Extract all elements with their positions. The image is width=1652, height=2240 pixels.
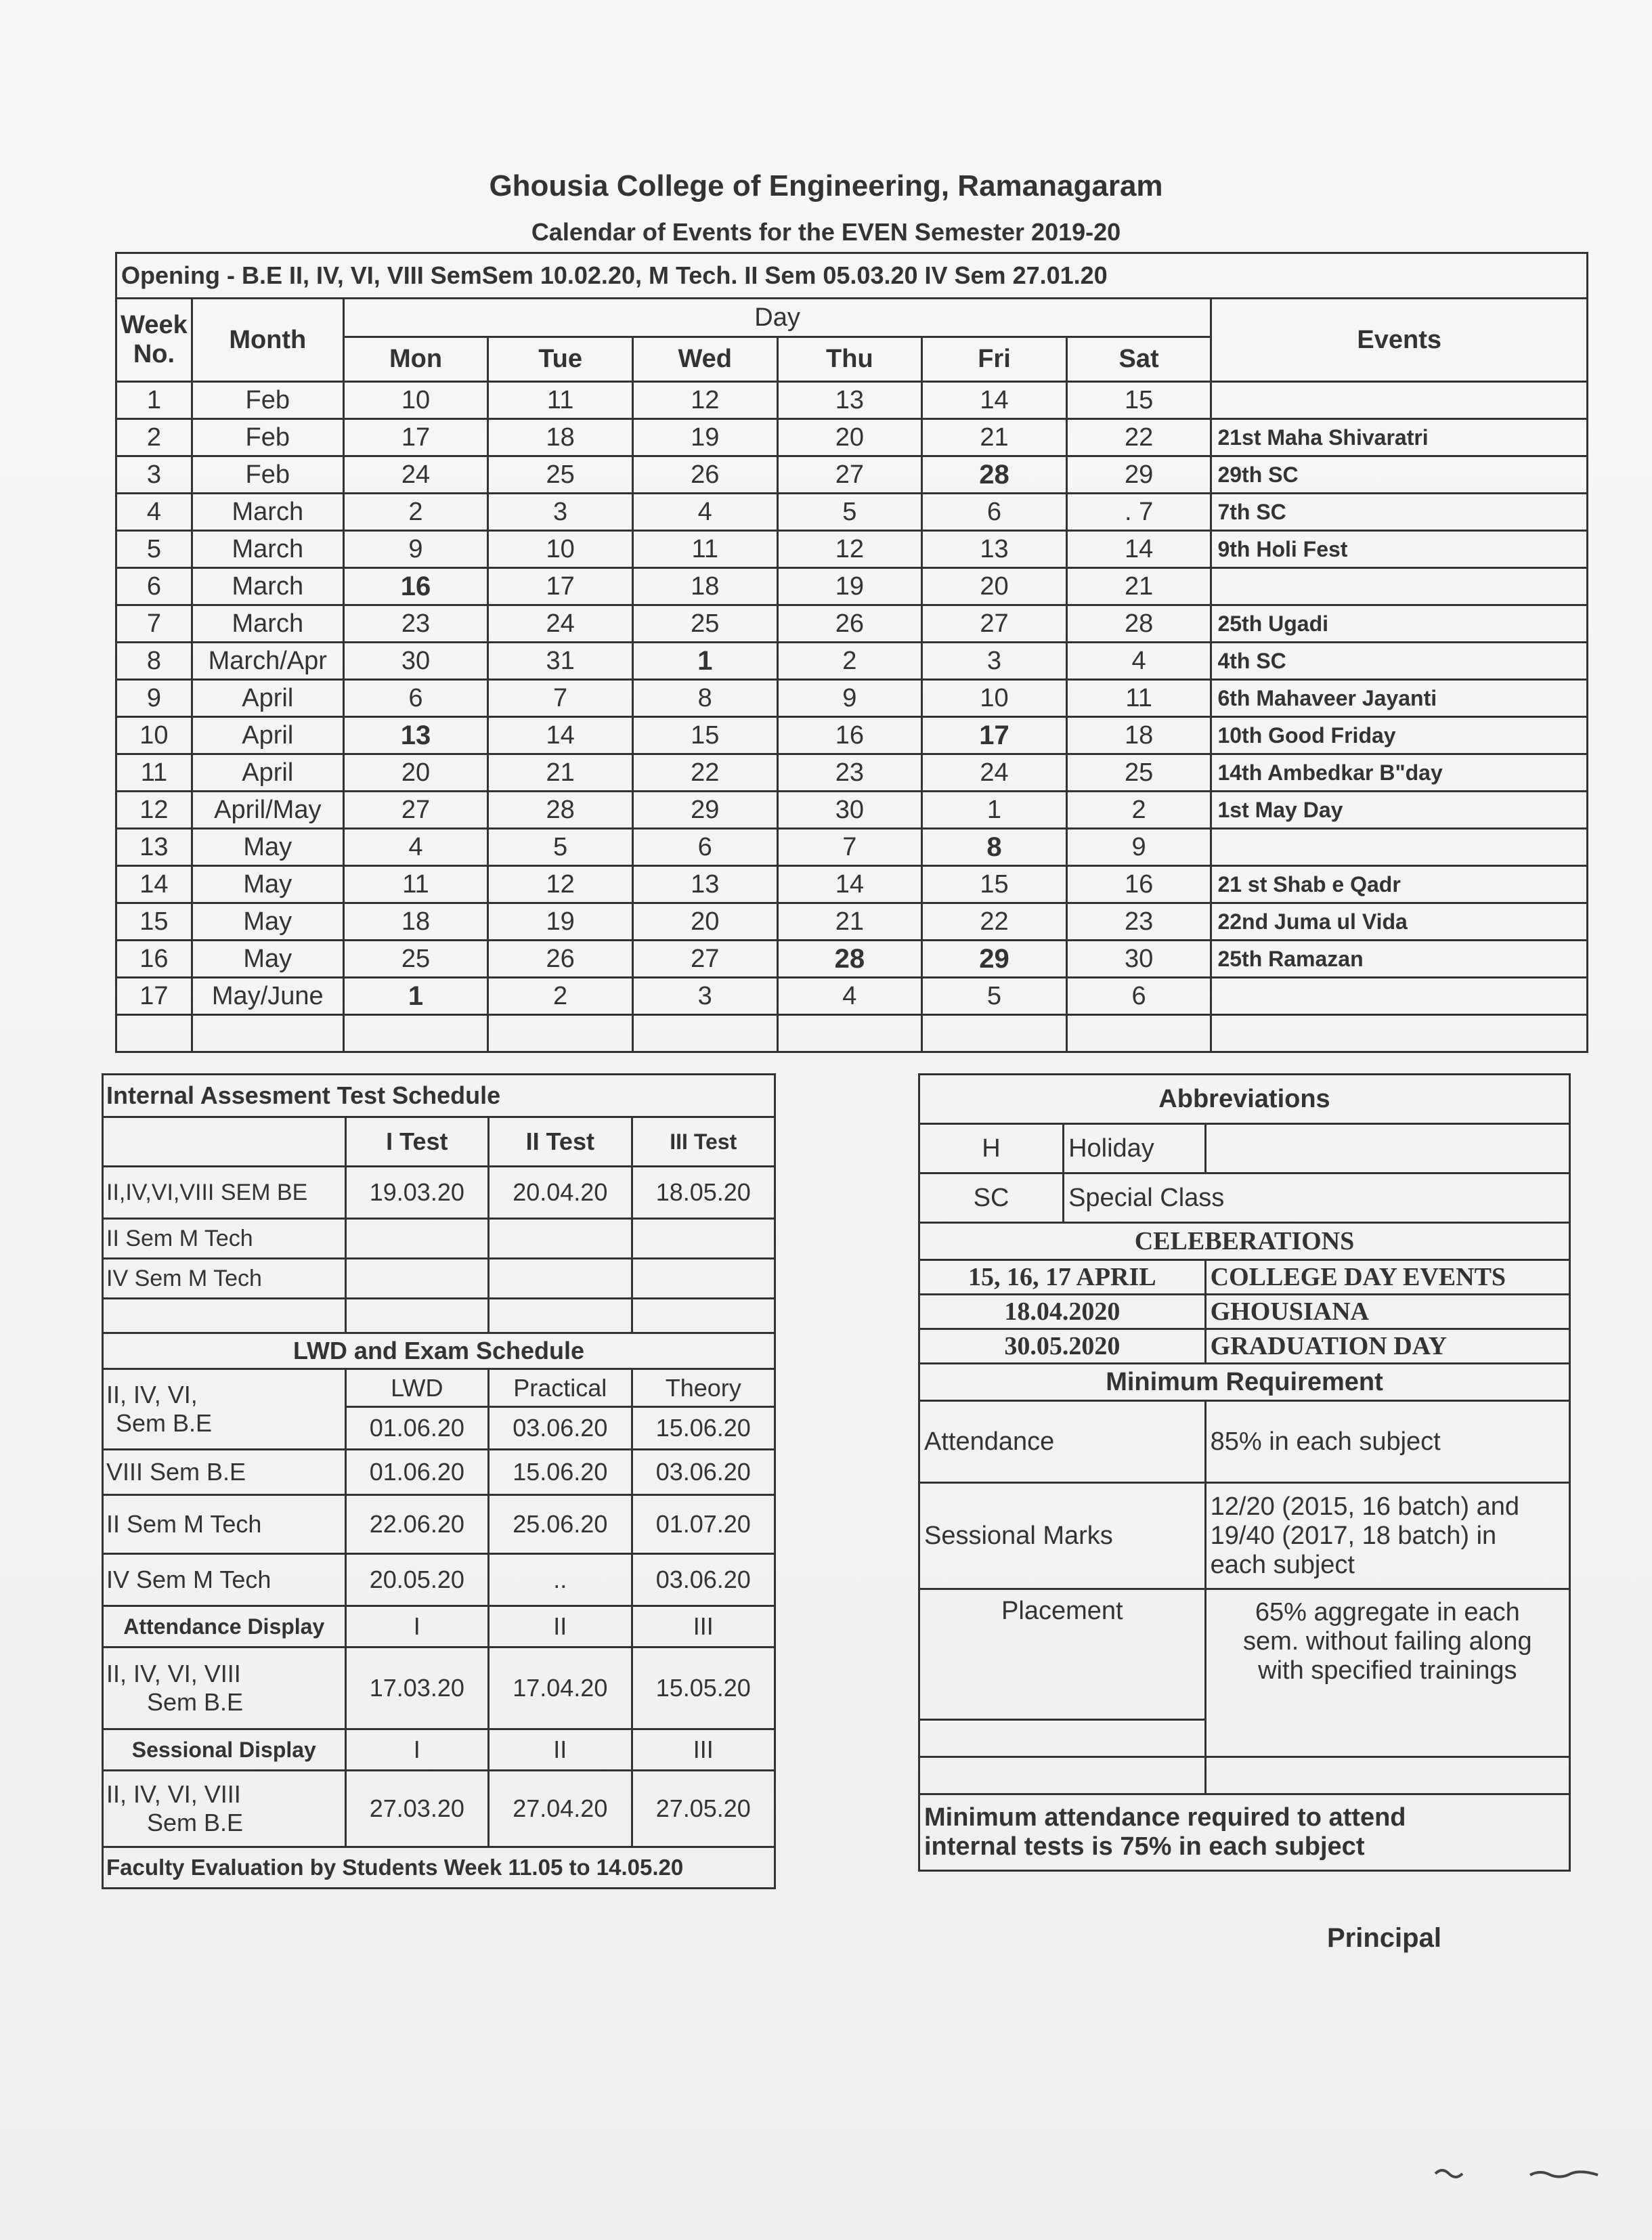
week-number: 7 <box>116 605 192 643</box>
lwd-cell: 03.06.20 <box>632 1554 775 1606</box>
event-cell: 14th Ambedkar B"day <box>1211 754 1588 792</box>
event-cell: 7th SC <box>1211 494 1588 531</box>
month-name: May <box>192 829 343 866</box>
ses-col: I <box>345 1729 488 1771</box>
month-name: May <box>192 941 343 978</box>
calendar-row <box>116 941 1588 978</box>
day-header-5: Sat <box>1066 337 1211 382</box>
abbr-value: Special Class <box>1064 1173 1570 1223</box>
week-number: 8 <box>116 643 192 680</box>
event-cell: 4th SC <box>1211 643 1588 680</box>
ia-row-label: II,IV,VI,VIII SEM BE <box>103 1167 346 1219</box>
lwd-cell: .. <box>489 1554 632 1606</box>
opening-dates: Opening - B.E II, IV, VI, VIII SemSem 10.02.20, M Tech. II Sem 05.03.20 IV Sem 27.01.20 <box>116 253 1588 299</box>
ia-row-label: II Sem M Tech <box>103 1219 346 1259</box>
attendance-label: Attendance <box>919 1401 1206 1483</box>
date-cell: 7 <box>777 829 922 866</box>
date-cell: 2 <box>343 494 488 531</box>
celebration-date: 18.04.2020 <box>919 1295 1206 1329</box>
date-cell: 8 <box>922 829 1067 866</box>
date-cell: 14 <box>1066 531 1211 568</box>
ia-cell: 20.04.20 <box>489 1167 632 1219</box>
lwd-row4-label: IV Sem M Tech <box>103 1554 346 1606</box>
date-cell: 2 <box>777 643 922 680</box>
month-name: April/May <box>192 792 343 829</box>
placement-line: 65% aggregate in each <box>1255 1598 1520 1627</box>
ses-cell: 27.05.20 <box>632 1771 775 1847</box>
placement-line: with specified trainings <box>1258 1656 1517 1685</box>
day-header-2: Wed <box>632 337 777 382</box>
month-name: March/Apr <box>192 643 343 680</box>
event-cell: 9th Holi Fest <box>1211 531 1588 568</box>
date-cell: 19 <box>777 568 922 605</box>
date-cell: 23 <box>1066 903 1211 941</box>
date-cell: 4 <box>343 829 488 866</box>
placement-label: Placement <box>919 1589 1206 1720</box>
ses-col: II <box>489 1729 632 1771</box>
test-schedule-table <box>102 1073 776 1889</box>
week-number: 5 <box>116 531 192 568</box>
date-cell: 30 <box>343 643 488 680</box>
date-cell: 20 <box>922 568 1067 605</box>
ses-row-label <box>103 1771 346 1847</box>
ia-cell: 19.03.20 <box>345 1167 488 1219</box>
date-cell: 25 <box>1066 754 1211 792</box>
lwd-row1-label-a: II, IV, VI, <box>106 1381 198 1408</box>
month-name: May/June <box>192 978 343 1015</box>
week-number: 3 <box>116 456 192 494</box>
ia-cell <box>632 1259 775 1299</box>
date-cell: 14 <box>488 717 633 754</box>
date-cell: 17 <box>488 568 633 605</box>
sessional-display-label: Sessional Display <box>103 1729 346 1771</box>
date-cell: 28 <box>1066 605 1211 643</box>
date-cell: 20 <box>632 903 777 941</box>
lwd-cell: 15.06.20 <box>632 1407 775 1450</box>
calendar-row <box>116 866 1588 903</box>
month-name: March <box>192 531 343 568</box>
ses-cell: 27.03.20 <box>345 1771 488 1847</box>
month-name: April <box>192 680 343 717</box>
ia-col-3: III Test <box>632 1117 775 1167</box>
event-cell: 25th Ramazan <box>1211 941 1588 978</box>
date-cell: 15 <box>922 866 1067 903</box>
date-cell: 3 <box>632 978 777 1015</box>
date-cell: 3 <box>922 643 1067 680</box>
date-cell: 21 <box>777 903 922 941</box>
calendar-row <box>116 494 1588 531</box>
event-cell: 29th SC <box>1211 456 1588 494</box>
date-cell: 5 <box>777 494 922 531</box>
date-cell: 24 <box>488 605 633 643</box>
att-row-label-a: II, IV, VI, VIII <box>106 1660 241 1687</box>
day-header-0: Mon <box>343 337 488 382</box>
lwd-row3-label: II Sem M Tech <box>103 1495 346 1554</box>
calendar-row <box>116 382 1588 419</box>
lwd-cell: 25.06.20 <box>489 1495 632 1554</box>
lwd-row1-label <box>103 1369 346 1450</box>
att-cell: 15.05.20 <box>632 1647 775 1729</box>
lwd-row2-label: VIII Sem B.E <box>103 1450 346 1495</box>
placement-line: sem. without failing along <box>1242 1627 1532 1656</box>
event-cell: 10th Good Friday <box>1211 717 1588 754</box>
month-name: April <box>192 754 343 792</box>
att-col: II <box>489 1606 632 1647</box>
week-number: 11 <box>116 754 192 792</box>
date-cell: 29 <box>922 941 1067 978</box>
date-cell: 31 <box>488 643 633 680</box>
month-name: Feb <box>192 456 343 494</box>
date-cell: 30 <box>1066 941 1211 978</box>
date-cell: 10 <box>488 531 633 568</box>
date-cell: 23 <box>777 754 922 792</box>
date-cell: 6 <box>632 829 777 866</box>
date-cell: 13 <box>777 382 922 419</box>
date-cell: 3 <box>488 494 633 531</box>
date-cell: 28 <box>777 941 922 978</box>
att-row-label <box>103 1647 346 1729</box>
date-cell: 16 <box>343 568 488 605</box>
calendar-row <box>116 680 1588 717</box>
month-name: May <box>192 866 343 903</box>
lwd-cell: 03.06.20 <box>489 1407 632 1450</box>
date-cell: 22 <box>922 903 1067 941</box>
day-header-1: Tue <box>488 337 633 382</box>
calendar-row <box>116 717 1588 754</box>
lwd-col-lwd: LWD <box>345 1369 488 1407</box>
celebration-event: GHOUSIANA <box>1205 1295 1569 1329</box>
date-cell: 21 <box>922 419 1067 456</box>
calendar-row <box>116 419 1588 456</box>
date-cell: 16 <box>1066 866 1211 903</box>
date-cell: 27 <box>632 941 777 978</box>
abbr-key: SC <box>919 1173 1064 1223</box>
week-number: 14 <box>116 866 192 903</box>
date-cell: 29 <box>632 792 777 829</box>
date-cell: 27 <box>343 792 488 829</box>
ses-row-label-b: Sem B.E <box>147 1809 244 1836</box>
calendar-row <box>116 829 1588 866</box>
date-cell: 1 <box>922 792 1067 829</box>
date-cell: 22 <box>632 754 777 792</box>
celebration-event: GRADUATION DAY <box>1205 1329 1569 1364</box>
date-cell: 17 <box>343 419 488 456</box>
calendar-subtitle: Calendar of Events for the EVEN Semester 2019-20 <box>531 218 1121 246</box>
lwd-cell: 20.05.20 <box>345 1554 488 1606</box>
principal-signature-label: Principal <box>1327 1923 1441 1953</box>
date-cell: 10 <box>343 382 488 419</box>
date-cell: 28 <box>488 792 633 829</box>
date-cell: 4 <box>632 494 777 531</box>
abbreviations-table <box>918 1073 1571 1872</box>
calendar-row <box>116 792 1588 829</box>
ses-cell: 27.04.20 <box>489 1771 632 1847</box>
date-cell: 21 <box>488 754 633 792</box>
date-cell: 16 <box>777 717 922 754</box>
week-number: 17 <box>116 978 192 1015</box>
date-cell: . 7 <box>1066 494 1211 531</box>
sessional-value <box>1205 1483 1569 1589</box>
att-col: I <box>345 1606 488 1647</box>
date-cell: 1 <box>343 978 488 1015</box>
lwd-cell: 22.06.20 <box>345 1495 488 1554</box>
date-cell: 6 <box>922 494 1067 531</box>
week-no-header: Week No. <box>116 299 192 382</box>
calendar-row <box>116 643 1588 680</box>
calendar-table <box>115 252 1588 1053</box>
lwd-col-practical: Practical <box>489 1369 632 1407</box>
date-cell: 30 <box>777 792 922 829</box>
min-attendance-note <box>919 1794 1570 1871</box>
date-cell: 10 <box>922 680 1067 717</box>
month-name: March <box>192 605 343 643</box>
att-cell: 17.04.20 <box>489 1647 632 1729</box>
ia-col-1: I Test <box>345 1117 488 1167</box>
date-cell: 15 <box>1066 382 1211 419</box>
lwd-cell: 01.06.20 <box>345 1450 488 1495</box>
day-header-3: Thu <box>777 337 922 382</box>
ia-cell <box>632 1219 775 1259</box>
celebration-event: COLLEGE DAY EVENTS <box>1205 1260 1569 1295</box>
abbr-key: H <box>919 1124 1064 1173</box>
date-cell: 9 <box>777 680 922 717</box>
date-cell: 11 <box>632 531 777 568</box>
month-name: May <box>192 903 343 941</box>
calendar-row <box>116 754 1588 792</box>
week-number: 16 <box>116 941 192 978</box>
ses-col: III <box>632 1729 775 1771</box>
date-cell: 25 <box>343 941 488 978</box>
sessional-line: each subject <box>1210 1550 1355 1579</box>
ia-cell: 18.05.20 <box>632 1167 775 1219</box>
date-cell: 13 <box>632 866 777 903</box>
date-cell: 12 <box>632 382 777 419</box>
sessional-line: 19/40 (2017, 18 batch) in <box>1210 1521 1497 1550</box>
event-cell <box>1211 382 1588 419</box>
event-cell: 6th Mahaveer Jayanti <box>1211 680 1588 717</box>
date-cell: 13 <box>922 531 1067 568</box>
ia-cell <box>345 1259 488 1299</box>
date-cell: 2 <box>488 978 633 1015</box>
date-cell: 7 <box>488 680 633 717</box>
month-name: Feb <box>192 382 343 419</box>
date-cell: 29 <box>1066 456 1211 494</box>
sessional-line: 12/20 (2015, 16 batch) and <box>1210 1492 1519 1521</box>
sessional-label: Sessional Marks <box>919 1483 1206 1589</box>
date-cell: 23 <box>343 605 488 643</box>
date-cell: 26 <box>632 456 777 494</box>
month-name: March <box>192 568 343 605</box>
day-header: Day <box>343 299 1211 337</box>
lwd-title: LWD and Exam Schedule <box>103 1333 775 1369</box>
calendar-row <box>116 568 1588 605</box>
calendar-row <box>116 456 1588 494</box>
week-number: 13 <box>116 829 192 866</box>
date-cell: 4 <box>1066 643 1211 680</box>
lwd-cell: 03.06.20 <box>632 1450 775 1495</box>
ia-col-2: II Test <box>489 1117 632 1167</box>
date-cell: 27 <box>777 456 922 494</box>
date-cell: 19 <box>632 419 777 456</box>
date-cell: 8 <box>632 680 777 717</box>
date-cell: 24 <box>922 754 1067 792</box>
date-cell: 6 <box>343 680 488 717</box>
college-title: Ghousia College of Engineering, Ramanagaram <box>489 169 1163 202</box>
month-name: Feb <box>192 419 343 456</box>
date-cell: 26 <box>488 941 633 978</box>
min-req-title: Minimum Requirement <box>919 1364 1570 1401</box>
event-cell <box>1211 978 1588 1015</box>
date-cell: 4 <box>777 978 922 1015</box>
date-cell: 21 <box>1066 568 1211 605</box>
calendar-row <box>116 605 1588 643</box>
week-number: 9 <box>116 680 192 717</box>
date-cell: 14 <box>777 866 922 903</box>
ia-cell <box>345 1219 488 1259</box>
ia-row-label: IV Sem M Tech <box>103 1259 346 1299</box>
date-cell: 17 <box>922 717 1067 754</box>
month-header: Month <box>192 299 343 382</box>
lwd-row1-label-b: Sem B.E <box>116 1409 213 1437</box>
date-cell: 2 <box>1066 792 1211 829</box>
event-cell: 22nd Juma ul Vida <box>1211 903 1588 941</box>
ia-title: Internal Assesment Test Schedule <box>103 1075 775 1117</box>
date-cell: 22 <box>1066 419 1211 456</box>
date-cell: 13 <box>343 717 488 754</box>
date-cell: 18 <box>488 419 633 456</box>
attendance-value: 85% in each subject <box>1205 1401 1569 1483</box>
month-name: March <box>192 494 343 531</box>
date-cell: 5 <box>488 829 633 866</box>
date-cell: 18 <box>343 903 488 941</box>
ink-mark <box>1429 2153 1625 2194</box>
month-name: April <box>192 717 343 754</box>
week-number: 2 <box>116 419 192 456</box>
note-line: internal tests is 75% in each subject <box>924 1832 1365 1861</box>
event-cell: 25th Ugadi <box>1211 605 1588 643</box>
date-cell: 15 <box>632 717 777 754</box>
date-cell: 11 <box>1066 680 1211 717</box>
date-cell: 14 <box>922 382 1067 419</box>
date-cell: 27 <box>922 605 1067 643</box>
lwd-cell: 15.06.20 <box>489 1450 632 1495</box>
date-cell: 9 <box>343 531 488 568</box>
date-cell: 12 <box>488 866 633 903</box>
note-line: Minimum attendance required to attend <box>924 1803 1406 1832</box>
date-cell: 19 <box>488 903 633 941</box>
event-cell: 21st Maha Shivaratri <box>1211 419 1588 456</box>
date-cell: 25 <box>632 605 777 643</box>
ia-cell <box>489 1259 632 1299</box>
abbreviations-title: Abbreviations <box>919 1075 1570 1124</box>
week-number: 4 <box>116 494 192 531</box>
attendance-display-label: Attendance Display <box>103 1606 346 1647</box>
celebration-date: 15, 16, 17 APRIL <box>919 1260 1206 1295</box>
calendar-row <box>116 978 1588 1015</box>
events-header: Events <box>1211 299 1588 382</box>
week-number: 10 <box>116 717 192 754</box>
date-cell: 9 <box>1066 829 1211 866</box>
date-cell: 26 <box>777 605 922 643</box>
date-cell: 12 <box>777 531 922 568</box>
date-cell: 18 <box>632 568 777 605</box>
event-cell <box>1211 829 1588 866</box>
week-number: 6 <box>116 568 192 605</box>
calendar-row <box>116 531 1588 568</box>
event-cell: 21 st Shab e Qadr <box>1211 866 1588 903</box>
date-cell: 1 <box>632 643 777 680</box>
date-cell: 6 <box>1066 978 1211 1015</box>
celebrations-title: CELEBERATIONS <box>919 1223 1570 1260</box>
event-cell <box>1211 568 1588 605</box>
abbr-value: Holiday <box>1064 1124 1206 1173</box>
date-cell: 20 <box>777 419 922 456</box>
event-cell: 1st May Day <box>1211 792 1588 829</box>
date-cell: 24 <box>343 456 488 494</box>
date-cell: 20 <box>343 754 488 792</box>
lwd-cell: 01.06.20 <box>345 1407 488 1450</box>
faculty-evaluation: Faculty Evaluation by Students Week 11.05 to 14.05.20 <box>103 1847 775 1889</box>
date-cell: 11 <box>343 866 488 903</box>
week-number: 15 <box>116 903 192 941</box>
ses-row-label-a: II, IV, VI, VIII <box>106 1780 241 1808</box>
week-number: 12 <box>116 792 192 829</box>
lwd-col-theory: Theory <box>632 1369 775 1407</box>
date-cell: 25 <box>488 456 633 494</box>
date-cell: 11 <box>488 382 633 419</box>
att-cell: 17.03.20 <box>345 1647 488 1729</box>
att-col: III <box>632 1606 775 1647</box>
calendar-row <box>116 903 1588 941</box>
att-row-label-b: Sem B.E <box>147 1688 244 1716</box>
date-cell: 18 <box>1066 717 1211 754</box>
date-cell: 5 <box>922 978 1067 1015</box>
celebration-date: 30.05.2020 <box>919 1329 1206 1364</box>
week-number: 1 <box>116 382 192 419</box>
day-header-4: Fri <box>922 337 1067 382</box>
date-cell: 28 <box>922 456 1067 494</box>
lwd-cell: 01.07.20 <box>632 1495 775 1554</box>
ia-cell <box>489 1219 632 1259</box>
placement-value <box>1205 1589 1569 1757</box>
